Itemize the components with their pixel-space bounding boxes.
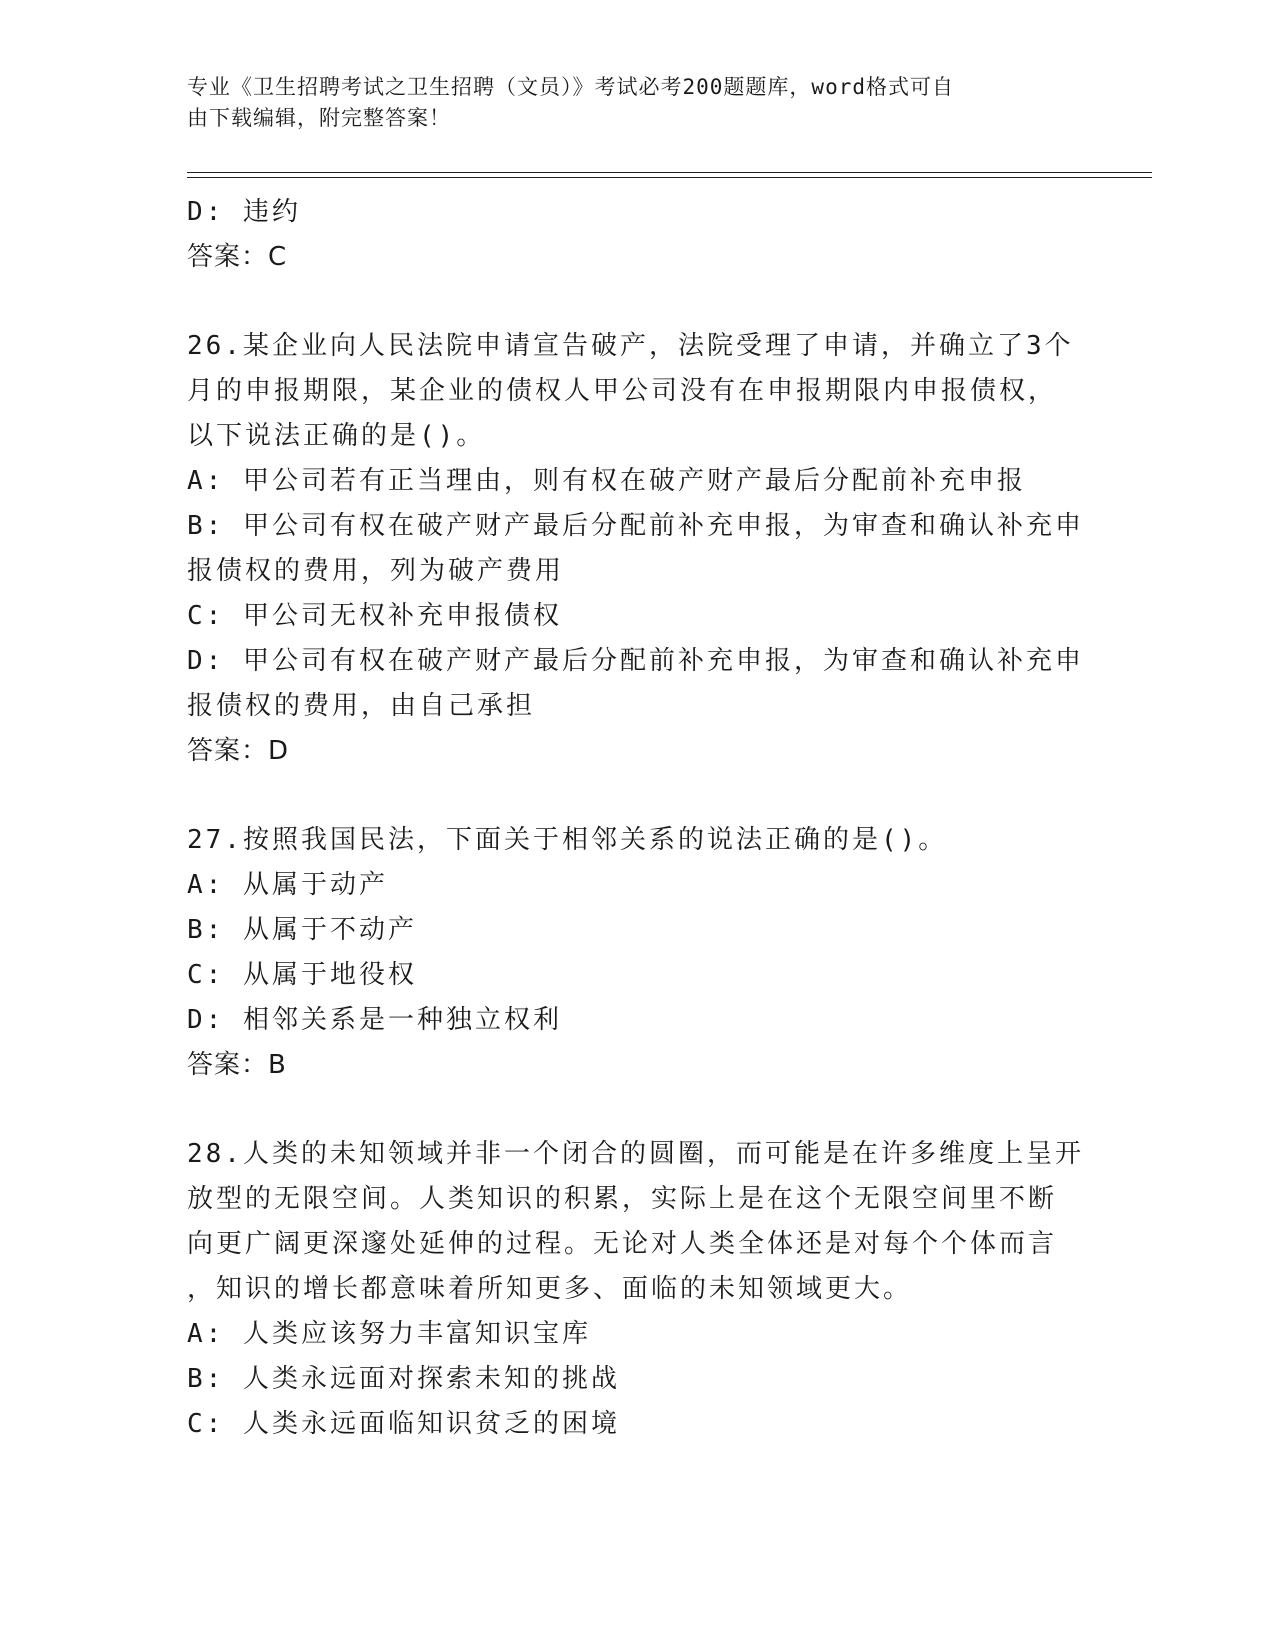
answer: 答案：D: [187, 736, 290, 766]
option-d: D: 甲公司有权在破产财产最后分配前补充申报，为审查和确认补充申: [187, 646, 1084, 676]
header-rule-bottom: [187, 177, 1152, 178]
question-stem: 向更广阔更深邃处延伸的过程。无论对人类全体还是对每个个体而言: [187, 1229, 1058, 1259]
option-a: A: 甲公司若有正当理由，则有权在破产财产最后分配前补充申报: [187, 466, 1026, 496]
question-stem: 月的申报期限，某企业的债权人甲公司没有在申报期限内申报债权，: [187, 376, 1058, 406]
option-c: C: 人类永远面临知识贫乏的困境: [187, 1409, 620, 1439]
prev-question: [187, 190, 1067, 280]
question-list: [187, 190, 1084, 1447]
option-b: B: 从属于不动产: [187, 915, 417, 945]
question-27: [187, 818, 1067, 1088]
question-stem: ，知识的增长都意味着所知更多、面临的未知领域更大。: [187, 1274, 913, 1304]
option-a: A: 从属于动产: [187, 870, 388, 900]
header-rule-top: [187, 172, 1152, 173]
option-b: B: 甲公司有权在破产财产最后分配前补充申报，为审查和确认补充申: [187, 511, 1084, 541]
question-stem: 27.按照我国民法，下面关于相邻关系的说法正确的是()。: [187, 825, 948, 855]
option-d-continued: 报债权的费用，由自己承担: [187, 691, 536, 721]
option-a: A: 人类应该努力丰富知识宝库: [187, 1319, 591, 1349]
document-header: [187, 72, 1067, 134]
question-stem: 26.某企业向人民法院申请宣告破产，法院受理了申请，并确立了3个: [187, 331, 1074, 361]
question-stem: 以下说法正确的是()。: [187, 421, 486, 451]
header-line-1: 专业《卫生招聘考试之卫生招聘（文员）》考试必考200题题库，word格式可自: [187, 75, 954, 99]
question-28: [187, 1132, 1084, 1447]
question-stem: 放型的无限空间。人类知识的积累，实际上是在这个无限空间里不断: [187, 1184, 1058, 1214]
answer: 答案：B: [187, 1050, 287, 1080]
option-b-continued: 报债权的费用，列为破产费用: [187, 556, 565, 586]
option-c: C: 甲公司无权补充申报债权: [187, 601, 562, 631]
header-line-2: 由下载编辑，附完整答案！: [187, 106, 451, 130]
question-stem: 28.人类的未知领域并非一个闭合的圆圈，而可能是在许多维度上呈开: [187, 1139, 1084, 1169]
option-c: C: 从属于地役权: [187, 960, 417, 990]
answer: 答案：C: [187, 242, 288, 272]
option-d: D: 违约: [187, 197, 301, 227]
option-b: B: 人类永远面对探索未知的挑战: [187, 1364, 620, 1394]
option-d: D: 相邻关系是一种独立权利: [187, 1005, 562, 1035]
question-26: [187, 324, 1084, 774]
